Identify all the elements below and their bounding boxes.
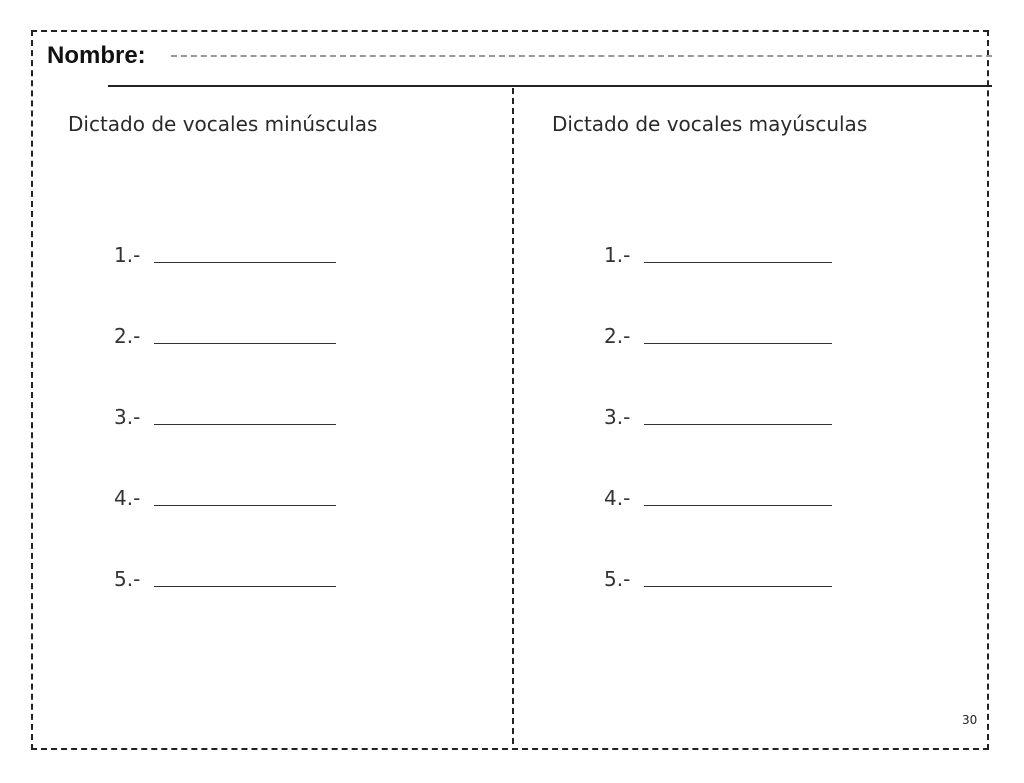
name-entry-line[interactable] xyxy=(171,55,992,57)
page-number: 30 xyxy=(962,713,978,727)
header-rule xyxy=(108,85,992,87)
item-number: 4.- xyxy=(114,486,141,510)
lowercase-column-title: Dictado de vocales minúsculas xyxy=(68,112,378,136)
answer-item xyxy=(604,564,834,594)
name-row xyxy=(47,40,992,80)
answer-line[interactable] xyxy=(644,424,832,425)
uppercase-column xyxy=(552,110,972,591)
answer-item xyxy=(604,321,834,351)
worksheet-frame xyxy=(31,30,989,750)
item-number: 3.- xyxy=(114,405,141,429)
item-number: 2.- xyxy=(114,324,141,348)
answer-item xyxy=(114,483,344,513)
answer-line[interactable] xyxy=(644,586,832,587)
answer-item xyxy=(114,240,344,270)
answer-item xyxy=(604,240,834,270)
answer-line[interactable] xyxy=(644,343,832,344)
uppercase-column-title: Dictado de vocales mayúsculas xyxy=(552,112,868,136)
answer-item xyxy=(114,402,344,432)
answer-item xyxy=(604,483,834,513)
answer-line[interactable] xyxy=(154,343,336,344)
answer-line[interactable] xyxy=(154,424,336,425)
column-divider xyxy=(512,88,514,744)
item-number: 1.- xyxy=(114,243,141,267)
answer-item xyxy=(604,402,834,432)
answer-line[interactable] xyxy=(154,586,336,587)
name-label: Nombre: xyxy=(47,42,146,69)
item-number: 2.- xyxy=(604,324,631,348)
answer-line[interactable] xyxy=(154,505,336,506)
item-number: 5.- xyxy=(604,567,631,591)
answer-line[interactable] xyxy=(644,505,832,506)
answer-line[interactable] xyxy=(154,262,336,263)
answer-item xyxy=(114,564,344,594)
item-number: 3.- xyxy=(604,405,631,429)
item-number: 5.- xyxy=(114,567,141,591)
item-number: 4.- xyxy=(604,486,631,510)
answer-line[interactable] xyxy=(644,262,832,263)
answer-item xyxy=(114,321,344,351)
item-number: 1.- xyxy=(604,243,631,267)
lowercase-column xyxy=(68,110,488,591)
